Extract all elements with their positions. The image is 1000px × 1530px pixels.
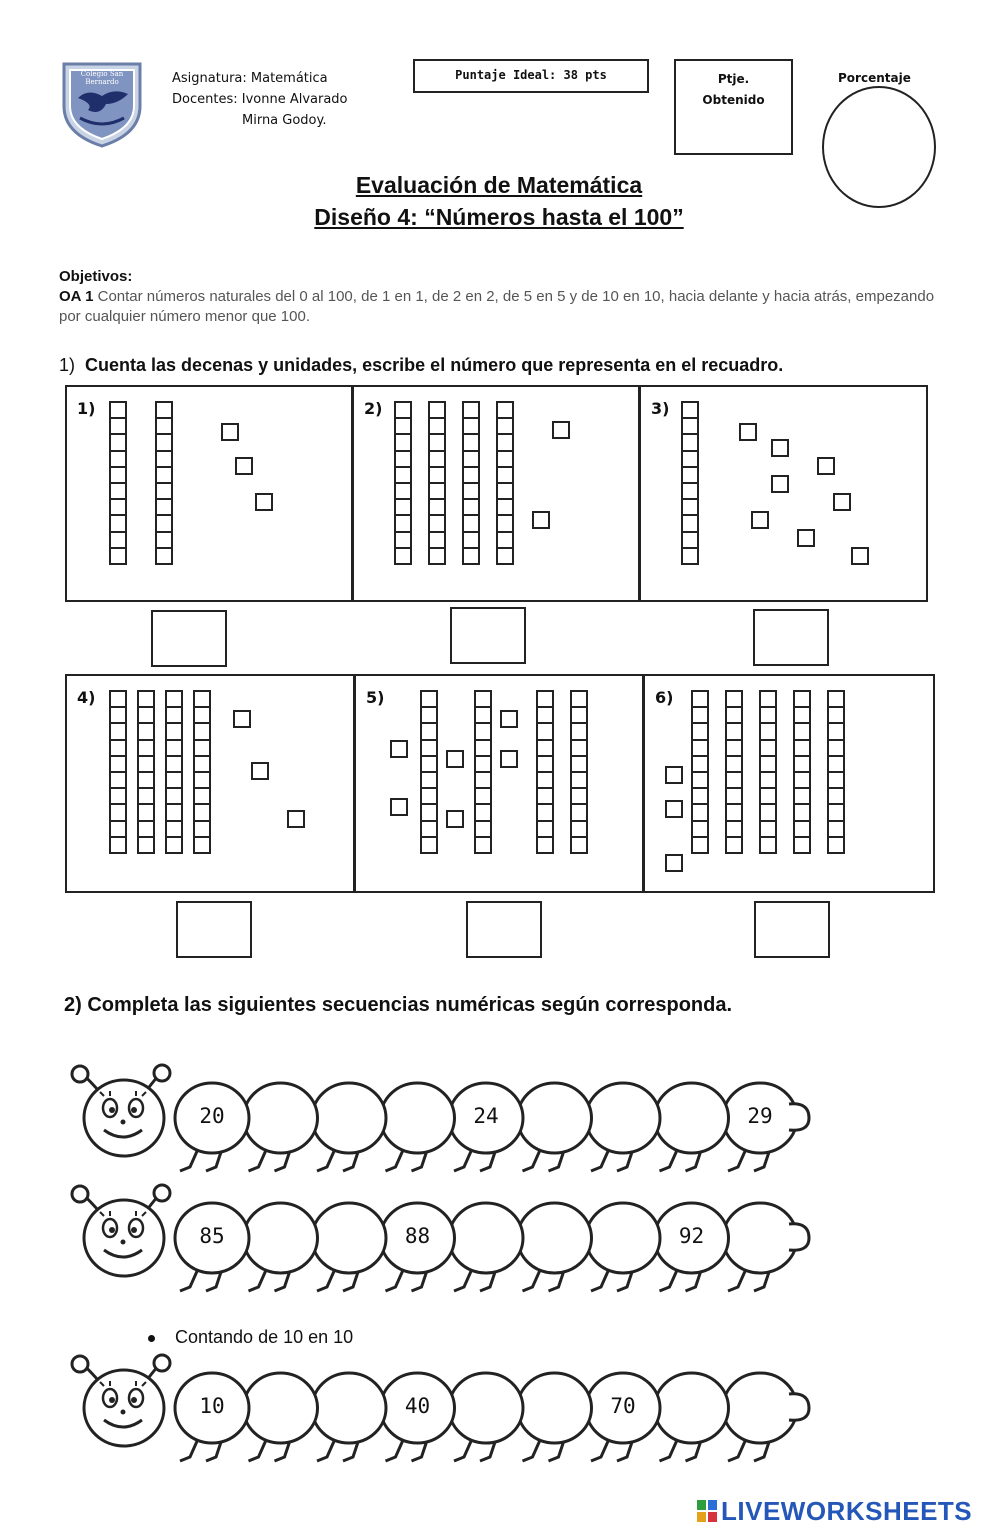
school-crest xyxy=(58,60,146,148)
panel-label: 2) xyxy=(364,399,383,418)
objectives-heading: Objetivos: xyxy=(59,268,133,285)
sequence-number: 85 xyxy=(199,1224,225,1248)
ten-rod xyxy=(109,401,127,565)
ten-rod xyxy=(474,690,492,854)
unit-cube xyxy=(771,439,789,457)
sequence-number: 40 xyxy=(404,1394,431,1418)
page-title: Evaluación de Matemática xyxy=(355,172,643,198)
panel-label: 5) xyxy=(366,688,385,707)
answer-box-5[interactable] xyxy=(466,901,542,958)
unit-cube xyxy=(771,475,789,493)
ten-rod xyxy=(462,401,480,565)
question-2-prompt: 2) Completa las siguientes secuencias numéricas según corresponda. xyxy=(64,994,733,1016)
unit-cube xyxy=(287,810,305,828)
score-obtained-box[interactable] xyxy=(674,59,793,155)
percentage-label: Porcentaje xyxy=(838,71,911,85)
panel-label: 6) xyxy=(655,688,674,707)
panel-label: 1) xyxy=(77,399,96,418)
unit-cube xyxy=(390,798,408,816)
blocks-panel-3 xyxy=(639,385,928,602)
ten-rod xyxy=(681,401,699,565)
page-subtitle: Diseño 4: “Números hasta el 100” xyxy=(314,204,684,230)
unit-cube xyxy=(221,423,239,441)
blocks-panel-4 xyxy=(65,674,355,893)
objective-description: Contar números naturales del 0 al 100, de 1 en 1, de 2 en 2, de 5 en 5 y de 10 en 10, hacia delante y hacia atrás, empezando por cualquier número menor que 100. xyxy=(59,288,935,325)
ten-rod xyxy=(793,690,811,854)
unit-cube xyxy=(665,800,683,818)
blocks-panel-1 xyxy=(65,385,353,602)
ten-rod xyxy=(428,401,446,565)
bullet-dot xyxy=(148,1335,155,1342)
caterpillar-3 xyxy=(66,1350,876,1470)
question-1-text: Cuenta las decenas y unidades, escribe el número que representa en el recuadro. xyxy=(85,355,784,375)
bullet-text: Contando de 10 en 10 xyxy=(175,1327,354,1347)
panel-label: 3) xyxy=(651,399,670,418)
panel-label: 4) xyxy=(77,688,96,707)
ideal-score-text: Puntaje Ideal: 38 pts xyxy=(455,68,607,82)
unit-cube xyxy=(817,457,835,475)
sequence-number: 10 xyxy=(199,1394,225,1418)
unit-cube xyxy=(532,511,550,529)
ten-rod xyxy=(496,401,514,565)
unit-cube xyxy=(833,493,851,511)
ten-rod xyxy=(394,401,412,565)
crest-text: Colegio San Bernardo xyxy=(80,70,124,86)
sequence-number: 24 xyxy=(473,1104,499,1128)
ten-rod xyxy=(137,690,155,854)
ten-rod xyxy=(155,401,173,565)
unit-cube xyxy=(233,710,251,728)
sequence-number: 20 xyxy=(199,1104,225,1128)
ten-rod xyxy=(725,690,743,854)
ten-rod xyxy=(420,690,438,854)
ten-rod xyxy=(193,690,211,854)
logo-icon xyxy=(697,1500,717,1522)
sequence-number: 70 xyxy=(610,1394,636,1418)
unit-cube xyxy=(751,511,769,529)
unit-cube xyxy=(665,854,683,872)
answer-box-2[interactable] xyxy=(450,607,526,664)
ideal-score-box xyxy=(413,59,649,93)
unit-cube xyxy=(235,457,253,475)
subject-label: Asignatura: Matemática xyxy=(172,71,328,86)
ten-rod xyxy=(570,690,588,854)
sequence-number: 29 xyxy=(747,1104,773,1128)
unit-cube xyxy=(665,766,683,784)
answer-box-6[interactable] xyxy=(754,901,830,958)
unit-cube xyxy=(851,547,869,565)
unit-cube xyxy=(251,762,269,780)
answer-box-4[interactable] xyxy=(176,901,252,958)
caterpillar-2 xyxy=(66,1180,876,1300)
answer-box-3[interactable] xyxy=(753,609,829,666)
question-1-number: 1) xyxy=(59,355,76,375)
ten-rod xyxy=(536,690,554,854)
unit-cube xyxy=(797,529,815,547)
ten-rod xyxy=(827,690,845,854)
sequence-number: 88 xyxy=(404,1224,431,1248)
logo-text: LIVEWORKSHEETS xyxy=(721,1496,973,1526)
unit-cube xyxy=(446,810,464,828)
objective-code: OA 1 xyxy=(59,288,94,305)
unit-cube xyxy=(446,750,464,768)
score-obtained-label: Ptje. Obtenido xyxy=(702,72,765,107)
unit-cube xyxy=(500,710,518,728)
unit-cube xyxy=(552,421,570,439)
unit-cube xyxy=(739,423,757,441)
teachers-label: Docentes: Ivonne Alvarado xyxy=(172,92,348,107)
objectives-text xyxy=(59,287,939,327)
ten-rod xyxy=(691,690,709,854)
answer-box-1[interactable] xyxy=(151,610,227,667)
ten-rod xyxy=(109,690,127,854)
ten-rod xyxy=(759,690,777,854)
blocks-panel-5 xyxy=(354,674,644,893)
unit-cube xyxy=(500,750,518,768)
ten-rod xyxy=(165,690,183,854)
unit-cube xyxy=(390,740,408,758)
bullet-item xyxy=(148,1327,353,1348)
question-1-prompt xyxy=(59,355,783,376)
blocks-panel-2 xyxy=(352,385,640,602)
sequence-number: 92 xyxy=(678,1224,705,1248)
teacher-name: Mirna Godoy. xyxy=(242,113,327,128)
blocks-panel-6 xyxy=(643,674,935,893)
caterpillar-1 xyxy=(66,1060,876,1180)
unit-cube xyxy=(255,493,273,511)
